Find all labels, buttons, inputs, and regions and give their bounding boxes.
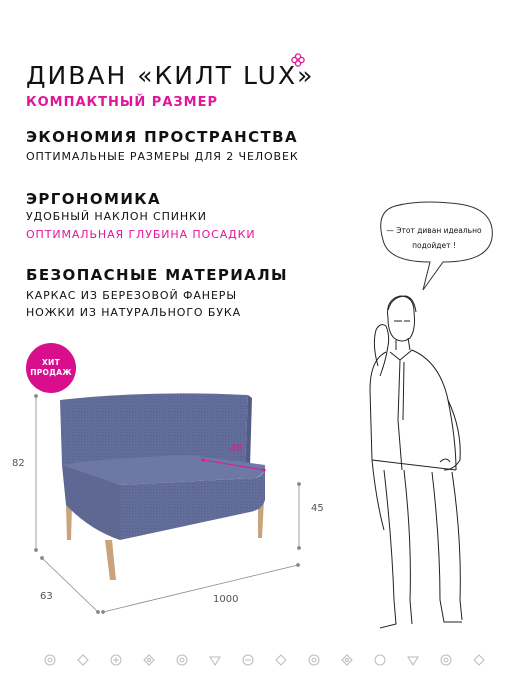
product-subtitle: КОМПАКТНЫЙ РАЗМЕР [26, 95, 218, 110]
speech-line: подойдет ! [412, 241, 456, 250]
dimension-width: 1000 [213, 594, 239, 605]
feature-line: НОЖКИ ИЗ НАТУРАЛЬНОГО БУКА [26, 306, 242, 319]
feature-line-highlight: ОПТИМАЛЬНАЯ ГЛУБИНА ПОСАДКИ [26, 228, 256, 241]
feature-line: ОПТИМАЛЬНЫЕ РАЗМЕРЫ ДЛЯ 2 ЧЕЛОВЕК [26, 150, 299, 163]
feature-heading-space: ЭКОНОМИЯ ПРОСТРАНСТВА [26, 128, 298, 146]
speech-bubble-text [386, 223, 482, 253]
man-sketch [370, 296, 462, 628]
feature-heading-materials: БЕЗОПАСНЫЕ МАТЕРИАЛЫ [26, 266, 288, 284]
feature-line: УДОБНЫЙ НАКЛОН СПИНКИ [26, 210, 207, 223]
sofa [60, 393, 266, 540]
dimension-height: 82 [12, 458, 25, 469]
feature-line: КАРКАС ИЗ БЕРЕЗОВОЙ ФАНЕРЫ [26, 289, 237, 302]
dimension-seat-height: 45 [311, 503, 324, 514]
feature-heading-ergonomics: ЭРГОНОМИКА [26, 190, 161, 208]
dimension-depth: 63 [40, 591, 53, 602]
product-title: ДИВАН «КИЛТ LUX» [26, 61, 315, 90]
pattern-icon [45, 655, 484, 665]
speech-line: — Этот диван идеально [386, 226, 482, 235]
badge-line: ХИТ [41, 358, 61, 367]
badge-line: ПРОДАЖ [30, 368, 72, 377]
dimension-seat-depth: 46 [230, 443, 243, 454]
